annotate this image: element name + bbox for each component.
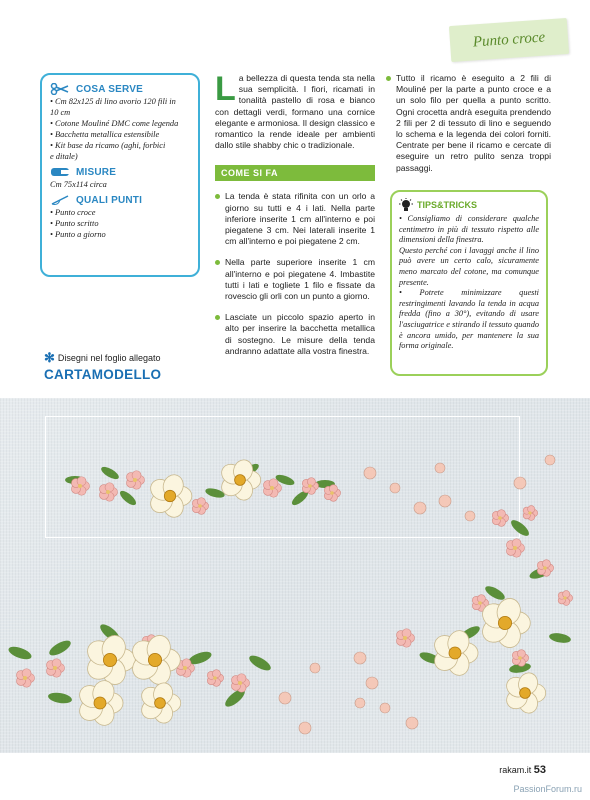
blossom-petal <box>477 595 485 603</box>
blossom-center <box>528 511 531 514</box>
tips-title: TIPS&TRICKS <box>417 200 478 210</box>
list-item: e ditale) <box>50 152 78 161</box>
blossom-petal <box>52 659 61 668</box>
blossom-petal <box>269 479 278 488</box>
leaf <box>99 465 120 482</box>
blossom-center <box>53 666 57 670</box>
pink-dot <box>465 511 475 521</box>
materials-box <box>40 73 200 277</box>
list-item: • Punto scritto <box>50 219 99 228</box>
cartamodello-title: CARTAMODELLO <box>44 367 162 382</box>
blossom-center <box>78 484 82 488</box>
cartamodello-note: Disegni nel foglio allegato <box>57 353 161 363</box>
pink-dot <box>380 703 390 713</box>
cosa-serve-header <box>50 83 190 95</box>
blossom-center <box>213 676 217 680</box>
daisy-center <box>103 653 116 666</box>
blossom-petal <box>329 485 337 493</box>
leaf <box>247 653 273 674</box>
cartamodello <box>44 350 161 382</box>
intro-paragraph <box>215 70 375 151</box>
blossom-center <box>330 491 334 495</box>
list-item: 10 cm <box>50 108 71 117</box>
blossom-center <box>308 484 312 488</box>
blossom-center <box>518 656 522 660</box>
blossom-petal <box>22 669 31 678</box>
blossom-petal <box>512 539 521 548</box>
daisy-center <box>155 698 166 709</box>
section-tab-label: Punto croce <box>472 29 546 51</box>
needle-icon <box>50 194 70 206</box>
step-paragraph: Nella parte superiore inserite 1 cm all'interno e poi piegatene 4. Imbastite tutti i lati e togliete 1 filo e fissate da rovescio gli orli con un punto a giorno. <box>215 257 375 302</box>
daisy-center <box>498 616 511 629</box>
article-column-3 <box>386 73 551 174</box>
blossom-petal <box>542 560 550 568</box>
daisy-center <box>148 653 161 666</box>
floral-embroidery-illustration <box>0 398 590 753</box>
step-paragraph: Lasciate un piccolo spazio aperto in alto per inserire la bacchetta metallica di sostegno. Le misure della tenda andranno adattate alla vostra finestra. <box>215 312 375 357</box>
daisy-center <box>164 490 175 501</box>
tips-box <box>390 190 548 376</box>
blossom-petal <box>497 510 505 518</box>
cartamodello-note-row <box>44 350 161 366</box>
scissors-icon <box>50 83 70 95</box>
blossom-center <box>23 676 27 680</box>
blossom-center <box>133 478 137 482</box>
blossom-petal <box>563 591 570 598</box>
daisy-center <box>449 647 461 659</box>
tape-measure-icon <box>50 166 70 178</box>
blossom-center <box>238 681 242 685</box>
pink-dot <box>355 698 365 708</box>
pink-dot <box>310 663 320 673</box>
daisy-center <box>520 688 531 699</box>
list-item: • Cotone Mouliné DMC come legenda <box>50 119 179 128</box>
page-footer <box>499 764 546 776</box>
pink-dot <box>364 467 376 479</box>
list-item: • Cm 82x125 di lino avorio 120 fili in <box>50 97 176 106</box>
section-tab <box>449 18 569 62</box>
cosa-serve-list <box>50 96 190 162</box>
come-si-fa-heading: COME SI FA <box>215 165 375 181</box>
leaf <box>47 691 73 705</box>
blossom-center <box>270 486 274 490</box>
blossom-center <box>403 636 407 640</box>
lightbulb-icon <box>399 198 413 212</box>
list-item: • Kit base da ricamo (aghi, forbici <box>50 141 166 150</box>
tips-paragraph: • Potrete minimizzare questi restringimenti lavando la tenda in acqua fredda (fino a 30°), evitando di usare l'asciugatrice e stirando il tessuto quando è ancora umido, per mantenere la sua forma originale. <box>399 288 539 351</box>
tips-paragraph: • Consigliamo di considerare qualche centimetro in più di tessuto rispetto alle dimensioni della finestra. <box>399 214 539 245</box>
page-number: 53 <box>533 764 546 776</box>
cosa-serve-title: COSA SERVE <box>76 83 144 95</box>
blossom-petal <box>105 483 114 492</box>
blossom-petal <box>132 471 141 480</box>
blossom-center <box>498 516 502 520</box>
pink-dot <box>366 677 378 689</box>
pink-dot <box>545 455 555 465</box>
blossom-petal <box>307 478 315 486</box>
pink-dot <box>435 463 445 473</box>
blossom-petal <box>197 498 205 506</box>
blossom-center <box>106 490 110 494</box>
step-paragraph: La tenda è stata rifinita con un orlo a giorno su tutti e 4 i lati. Nella parte inferiore inserite 1 cm all'interno e poi piegatene 3 cm. Nei laterali inserite 1 cm all'interno e poi piegatene 2 cm. <box>215 191 375 247</box>
pink-dot <box>390 483 400 493</box>
watermark: PassionForum.ru <box>513 784 582 794</box>
tips-paragraph: Questo perché con i lavaggi anche il lino può avere un certo calo, sicuramente meno marcato del cotone, ma comunque presente. <box>399 245 539 287</box>
asterisk-icon: ✻ <box>44 350 55 365</box>
blossom-center <box>198 504 202 508</box>
article-column-2 <box>215 70 375 367</box>
blossom-petal <box>77 477 86 486</box>
quali-punti-header <box>50 194 190 206</box>
daisy-center <box>94 697 106 709</box>
pink-dot <box>514 477 526 489</box>
blossom-petal <box>182 659 191 668</box>
misure-value: Cm 75x114 circa <box>50 180 107 189</box>
leaf <box>118 489 138 508</box>
misure-title: MISURE <box>76 166 117 178</box>
pink-dot <box>279 692 291 704</box>
leaf <box>548 632 571 645</box>
pink-dot <box>439 495 451 507</box>
pink-dot <box>299 722 311 734</box>
leaf <box>47 638 73 659</box>
tips-header <box>399 198 539 212</box>
blossom-center <box>478 601 482 605</box>
blossom-center <box>543 566 547 570</box>
embroidery-paragraph: Tutto il ricamo è eseguito a 2 fili di Mouliné per la parte a punto croce e a un solo filo per quella a punto scritto. Ogni crocetta andrà eseguita prendendo 2 fili per 2 di tessuto di lino e seguendo lo schema e la legenda dei colori forniti. Centrate per bene il ricamo e cercate di eseguire un retro pulito senza troppi passaggi. <box>386 73 551 174</box>
drop-cap: L <box>215 70 236 108</box>
pink-dot <box>414 502 426 514</box>
blossom-center <box>513 546 517 550</box>
list-item: • Punto croce <box>50 208 96 217</box>
intro-text: a bellezza di questa tenda sta nella sua semplicità. I fiori, ricamati in tonalità pastello di rosa e bianco con dettagli verdi, formano una cornice elegante e armoniosa. Il design classico e romantico la rende ideale per ambienti dallo stile shabby chic o tradizionale. <box>215 73 375 151</box>
list-item: • Bacchetta metallica estensibile <box>50 130 160 139</box>
leaf <box>509 517 532 538</box>
blossom-petal <box>237 674 246 683</box>
site-name: rakam.it <box>499 765 532 775</box>
leaf <box>7 644 33 662</box>
daisy-center <box>235 475 246 486</box>
pink-dot <box>406 717 418 729</box>
pink-dot <box>354 652 366 664</box>
blossom-petal <box>517 650 525 658</box>
quali-punti-list <box>50 207 190 240</box>
blossom-petal <box>402 629 411 638</box>
list-item: • Punto a giorno <box>50 230 106 239</box>
blossom-center <box>183 666 187 670</box>
blossom-petal <box>528 506 535 513</box>
quali-punti-title: QUALI PUNTI <box>76 194 143 206</box>
blossom-center <box>563 596 566 599</box>
misure-header <box>50 166 190 178</box>
blossom-petal <box>212 670 220 678</box>
